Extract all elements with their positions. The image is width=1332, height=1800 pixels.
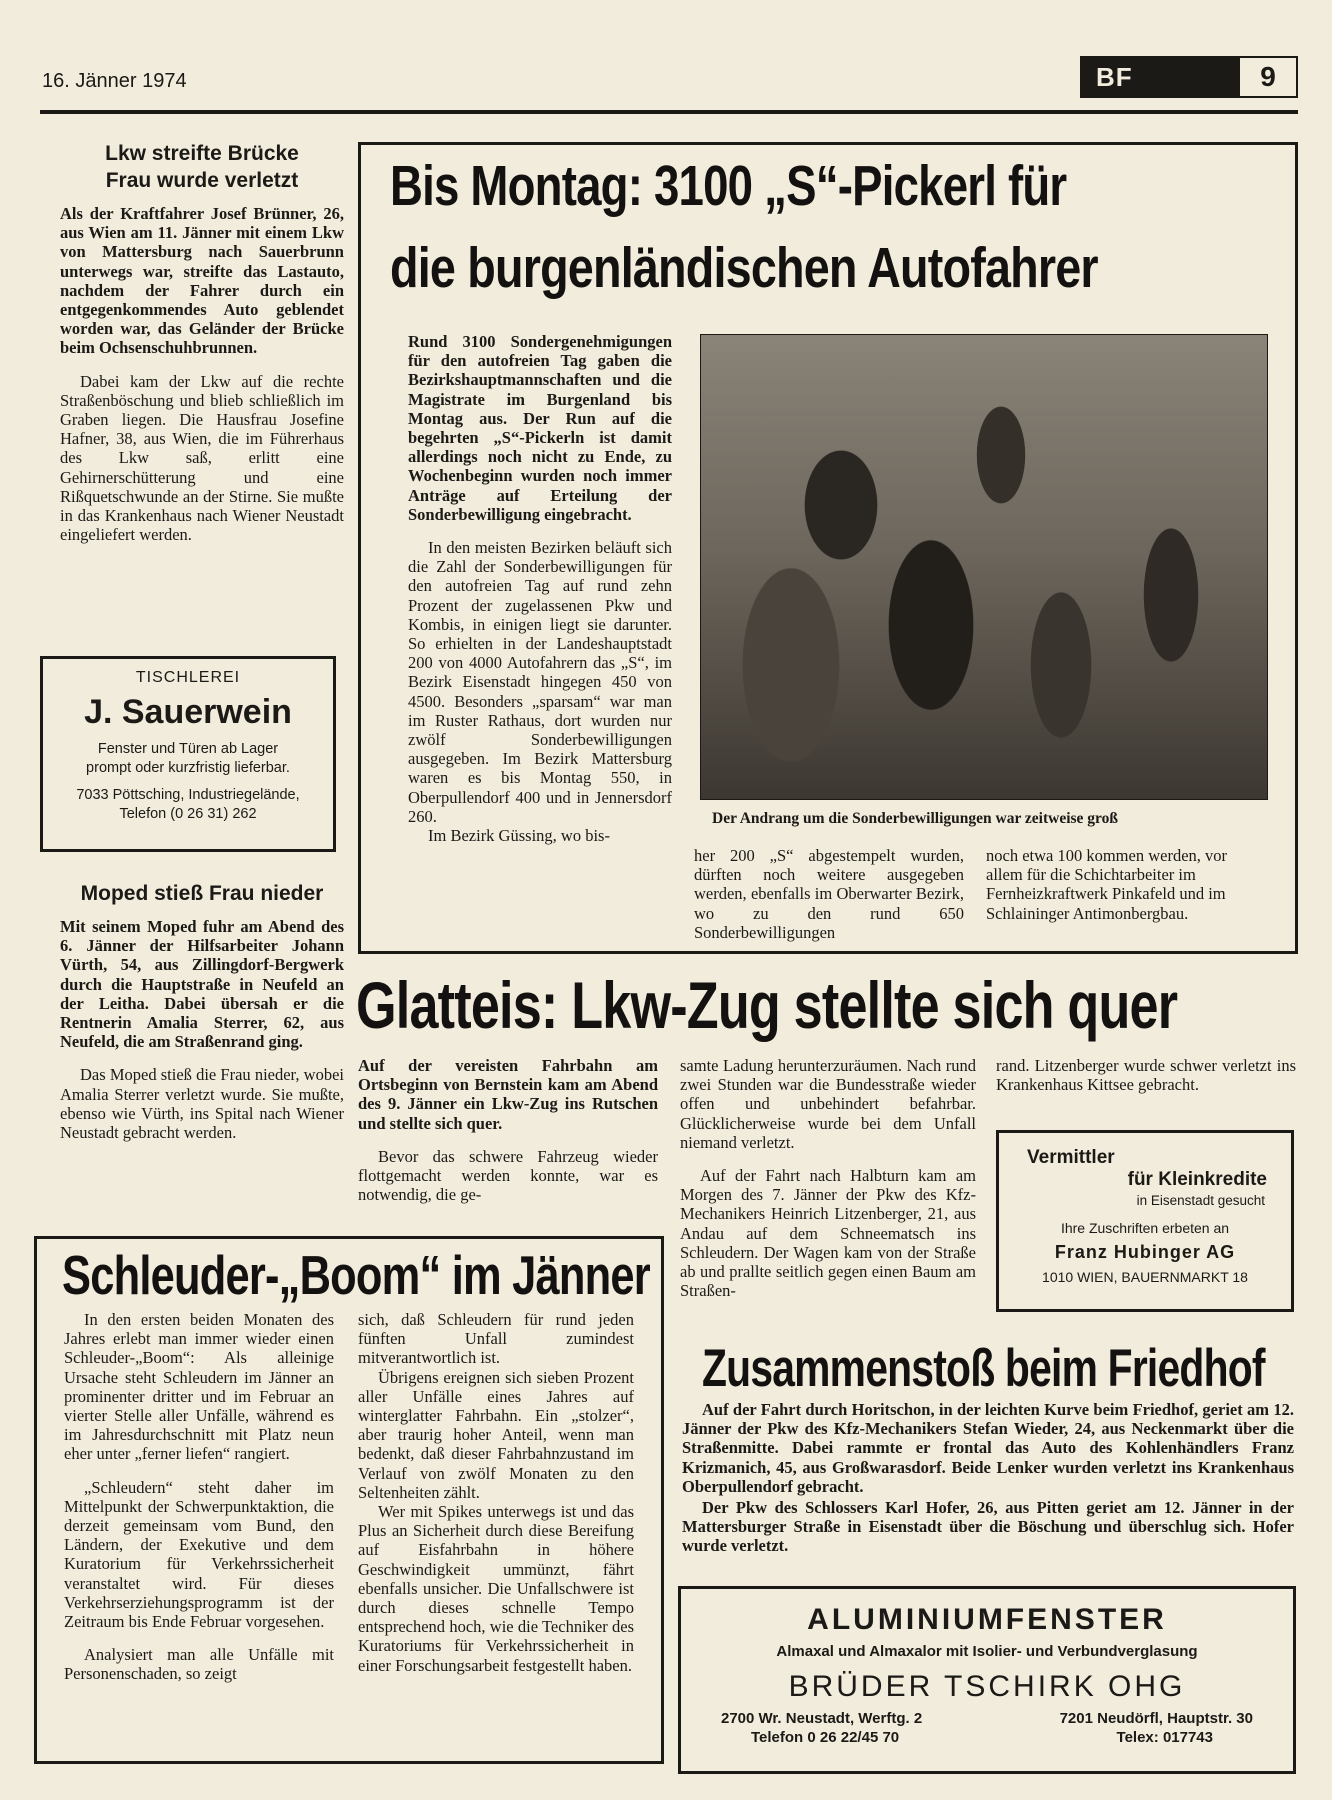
story-schleuder-col1c: Analysiert man alle Unfälle mit Personenschaden, so zeigt [64, 1645, 334, 1684]
story-pickerl-col1 [408, 332, 672, 859]
story-lkw-title-2: Frau wurde verletzt [105, 169, 299, 192]
ad-tischlerei-line1: Fenster und Türen ab Lager [97, 741, 279, 757]
story-pickerl-lead: Rund 3100 Sondergenehmigungen für den autofreien Tag gaben die Bezirkshauptmannschaften und die Magistrate im Burgenland bis Montag aus. Der Run auf die begehrten „S“-Pickerln ist damit allerdings noch nicht zu Ende, zu Wochenbeginn wurden noch immer Anträge auf Erteilung der Sonderbewilligung eingebracht. [408, 332, 672, 524]
ad-alu-tel1: Telefon 0 26 22/45 70 [751, 1729, 900, 1746]
photo-caption: Der Andrang um die Sonderbewilligungen war zeitweise groß [712, 810, 1119, 827]
story-moped [60, 880, 344, 1156]
story-pickerl-body: In den meisten Bezirken beläuft sich die Zahl der Sonderbewilligungen für den autofreien Tag auf rund zehn Prozent der zugelassenen Pkw und Kombis, in einigen liegt sie darunter. So erhielten in der Landeshauptstadt 200 von 4000 Autofahrern das „S“, im Bezirk Eisenstadt hingegen 450 von 4500. Besonders „sparsam“ war man im Ruster Rathaus, dort wurden nur zwölf Sonderbewilligungen ausgegeben. Im Bezirk Mattersburg waren es bis Montag 550, in Oberpullendorf 400 und in Jennersdorf 260. [408, 538, 672, 826]
story-glatteis-body1: Bevor das schwere Fahrzeug wieder flottgemacht werden konnte, war es notwendig, die ge- [358, 1146, 658, 1205]
story-glatteis-col3 [996, 1056, 1296, 1108]
story-pickerl-body-tail: Im Bezirk Güssing, wo bis- [428, 826, 610, 846]
story-moped-body: Das Moped stieß die Frau nieder, wobei Amalia Sterrer verletzt wurde. Sie mußte, ebenso wie Vürth, ins Spital nach Wiener Neustadt gebracht werden. [60, 1065, 344, 1143]
ad-tischlerei-name: J. Sauerwein [84, 693, 292, 731]
story-lkw-body: Dabei kam der Lkw auf die rechte Straßenböschung und blieb schließlich im Graben liegen. Die Hausfrau Josefine Hafner, 38, aus Wien, die im Führerhaus des Lkw saß, erlitt eine Gehirnerschütterung und eine Rißquetschwunde an der Stirne. Sie mußte in das Krankenhaus nach Wiener Neustadt eingeliefert werden. [60, 371, 344, 545]
story-friedhof-p1: Auf der Fahrt durch Horitschon, in der leichten Kurve beim Friedhof, geriet am 12. Jänner der Pkw des Kfz-Mechanikers Stefan Wieder, 24, aus Neckenmarkt über die Straßenmitte. Dabei rammte er frontal das Auto des Kohlenhändlers Franz Krizmanich, 45, aus Großwarasdorf. Beide Lenker wurden verletzt ins Krankenhaus Oberpullendorf gebracht. [682, 1400, 1294, 1496]
ad-alu-addr1: 2700 Wr. Neustadt, Werftg. 2 [721, 1710, 923, 1727]
ad-kredit-line4: Ihre Zuschriften erbeten an [1060, 1220, 1230, 1236]
story-schleuder-col2a: sich, daß Schleudern für rund jeden fünften Unfall zumindest mitverantwortlich ist. [358, 1310, 634, 1368]
story-schleuder-col2b: Übrigens ereignen sich sieben Prozent aller Unfälle eines Jahres auf winterglatter Fahrbahn. Ein „stolzer“, aber traurig hoher Anteil, wenn man bedenkt, daß dieser Fahrbahnzustand im Verlauf von zwölf Monaten zu den Seltenheiten zählt. [358, 1367, 634, 1502]
story-pickerl-headline-2: die burgenländischen Autofahrer [390, 236, 1098, 300]
section-badge [1080, 56, 1298, 98]
ad-alu-tel2: Telex: 017743 [1116, 1729, 1213, 1746]
ad-kredit-line6: 1010 WIEN, BAUERNMARKT 18 [1042, 1269, 1248, 1285]
story-schleuder-headline: Schleuder-„Boom“ im Jänner [62, 1244, 650, 1306]
story-glatteis-col3-text: rand. Litzenberger wurde schwer verletzt ins Krankenhaus Kittsee gebracht. [996, 1056, 1296, 1095]
ad-alu-subtitle: Almaxal und Almaxalor mit Isolier- und Verbundverglasung [776, 1643, 1198, 1660]
story-friedhof-p2: Der Pkw des Schlossers Karl Hofer, 26, aus Pitten geriet am 12. Jänner in der Mattersburger Straße in Eisenstadt über die Böschung und überschlug sich. Hofer wurde verletzt. [682, 1498, 1294, 1556]
ad-kredit-line2: für Kleinkredite [1127, 1169, 1267, 1190]
story-lkw-lead: Als der Kraftfahrer Josef Brünner, 26, aus Wien am 11. Jänner mit einem Lkw von Mattersburg nach Sauerbrunn unterwegs war, streifte das Lastauto, nachdem der Fahrer durch ein entgegenkommendes Auto geblendet worden war, das Geländer der Brücke beim Ochsenschuhbrunnen. [60, 204, 344, 358]
ad-tischlerei [40, 656, 336, 852]
story-pickerl-headline-1: Bis Montag: 3100 „S“-Pickerl für [390, 154, 1067, 218]
story-friedhof-text [682, 1400, 1294, 1570]
ad-tischlerei-kicker: TISCHLEREI [135, 669, 241, 686]
story-glatteis-col2a: samte Ladung herunterzuräumen. Nach rund zwei Stunden war die Bundesstraße wieder offen und unbehindert befahrbar. Glücklicherweise wurde bei dem Unfall niemand verletzt. [680, 1056, 976, 1152]
story-schleuder-col2 [358, 1310, 634, 1689]
story-schleuder-col2c: Wer mit Spikes unterwegs ist und das Plus an Sicherheit durch diese Bereifung auf Eisfahrbahn in höhere Geschwindigkeit ummünzt, fährt ebenfalls unsicher. Die Unfallschwere ist durch dieses schnelle Tempo entsprechend hoch, wie die Techniker des Kuratoriums für Verkehrssicherheit in einer Forschungsarbeit festgestellt haben. [358, 1502, 634, 1675]
story-glatteis-headline: Glatteis: Lkw-Zug stellte sich quer [356, 968, 1178, 1042]
ad-kleinkredite [996, 1130, 1294, 1312]
photo-crowd [700, 334, 1268, 800]
story-glatteis-lead: Auf der vereisten Fahrbahn am Ortsbeginn von Bernstein kam am Abend des 9. Jänner ein Lkw-Zug ins Rutschen und stellte sich quer. [358, 1056, 658, 1133]
story-schleuder-col1 [64, 1310, 334, 1698]
story-pickerl-col2 [694, 846, 964, 956]
ad-alu-title: ALUMINIUMFENSTER [807, 1603, 1167, 1636]
ad-tischlerei-line3: 7033 Pöttsching, Industriegelände, [76, 787, 300, 803]
story-lkw-bruecke [60, 140, 344, 558]
story-pickerl-col3 [986, 846, 1266, 937]
story-moped-lead: Mit seinem Moped fuhr am Abend des 6. Jänner der Hilfsarbeiter Johann Vürth, 54, aus Zillingdorf-Bergwerk durch die Hauptstraße in Neufeld an der Leitha. Dabei übersah er die Rentnerin Amalia Sterrer, 62, aus Neufeld, die am Straßenrand ging. [60, 917, 344, 1052]
ad-tischlerei-line2: prompt oder kurzfristig lieferbar. [86, 760, 290, 776]
header-rule [40, 110, 1298, 114]
story-moped-title: Moped stieß Frau nieder [80, 882, 324, 905]
story-glatteis-col2 [680, 1056, 976, 1314]
story-pickerl-col3-text: noch etwa 100 kommen werden, vor allem für die Schichtarbeiter im Fernheizkraftwerk Pinkafeld und im Schlaininger Antimonbergbau. [986, 846, 1228, 923]
story-glatteis-col2b: Auf der Fahrt nach Halbturn kam am Morgen des 7. Jänner der Pkw des Kfz-Mechanikers Heinrich Litzenberger, 21, aus Andau auf dem Schneematsch ins Schleudern. Der Wagen kam von der Straße ab und prallte seitlich gegen einen Baum am Straßen- [680, 1166, 976, 1301]
story-glatteis-col1 [358, 1056, 658, 1218]
story-friedhof-headline: Zusammenstoß beim Friedhof [702, 1339, 1265, 1398]
ad-kredit-line5: Franz Hubinger AG [1054, 1242, 1236, 1262]
ad-kredit-line3: in Eisenstadt gesucht [1136, 1193, 1265, 1208]
section-label: BF [1082, 58, 1237, 96]
story-schleuder-col1b: „Schleudern“ steht daher im Mittelpunkt der Schwerpunktaktion, die derzeit gemeinsam vom Bund, den Ländern, der Exekutive und dem Kuratorium für Verkehrssicherheit veranstaltet wird. Für dieses Verkehrserziehungsprogramm ist der Zeitraum bis Ende Februar vorgesehen. [64, 1477, 334, 1632]
ad-tischlerei-line4: Telefon (0 26 31) 262 [119, 806, 257, 822]
ad-kredit-line1: Vermittler [1027, 1147, 1115, 1168]
story-schleuder-col1a: In den ersten beiden Monaten des Jahres erlebt man immer wieder einen Schleuder-„Boom“: Als alleinige Ursache steht Schleudern im Jänner an prominenter dritter und im Februar an vierter Stelle aller Unfälle, während es im Jahresdurchschnitt mit Platz neun eher unter „ferner liefen“ rangiert. [64, 1310, 334, 1464]
page-number: 9 [1237, 58, 1296, 96]
ad-aluminiumfenster [678, 1586, 1296, 1774]
ad-alu-addr2: 7201 Neudörfl, Hauptstr. 30 [1059, 1710, 1253, 1727]
ad-alu-company: BRÜDER TSCHIRK OHG [788, 1670, 1186, 1703]
issue-date: 16. Jänner 1974 [42, 70, 187, 92]
story-pickerl-col2-text: her 200 „S“ abgestempelt wurden, dürften noch weitere ausgegeben werden, ebenfalls im Oberwarter Bezirk, wo zu den rund 650 Sonderbewilligungen [694, 846, 964, 942]
story-lkw-title-1: Lkw streifte Brücke [105, 142, 299, 165]
